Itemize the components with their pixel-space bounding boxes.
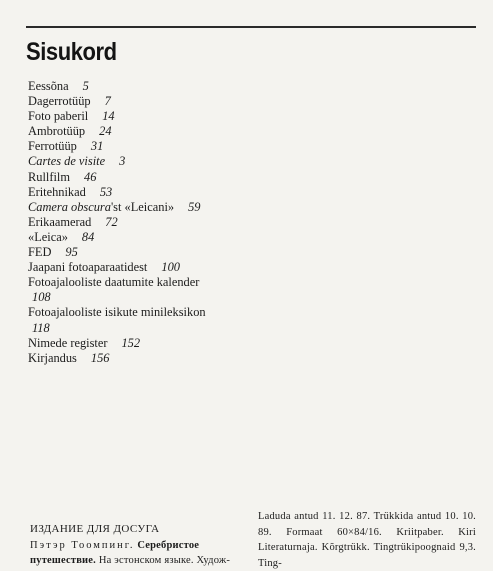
toc-entry bbox=[28, 154, 258, 169]
toc-entry-label: Jaapani fotoaparaatidest bbox=[28, 260, 148, 275]
toc-entry-label-italic: Camera obscura bbox=[28, 199, 111, 214]
colophon-russian bbox=[30, 522, 248, 569]
toc-entry-label: Kirjandus bbox=[28, 350, 77, 365]
toc-entry bbox=[28, 109, 258, 124]
toc-entry-label: Dagerrotüüp bbox=[28, 94, 91, 109]
toc-entry-page: 152 bbox=[121, 335, 141, 350]
toc-entry-label: Foto paberil bbox=[28, 109, 89, 124]
toc-entry-page: 53 bbox=[99, 184, 113, 199]
toc-entry bbox=[28, 200, 258, 215]
toc-entry bbox=[28, 94, 258, 109]
toc-entry bbox=[28, 215, 258, 230]
colophon-book-title: Серебристое путешествие. bbox=[30, 539, 200, 566]
toc-entry-label: Ambrotüüp bbox=[28, 124, 86, 139]
toc-entry-page: 14 bbox=[102, 109, 115, 124]
toc-entry-page: 72 bbox=[105, 214, 118, 229]
toc-entry bbox=[28, 170, 258, 185]
toc-entry-label: Nimede register bbox=[28, 335, 108, 350]
toc-entry-label: Eritehnikad bbox=[28, 184, 86, 199]
colophon-print-details: Laduda antud 11. 12. 87. Trükkida antud 10. 10. 89. Formaat 60×84/16. Kriitpaber. Kiri Literaturnaja. Kõrgtrükk. Tingtrükipoognaid 9,3. Ting- bbox=[258, 511, 476, 569]
toc-entry bbox=[28, 351, 258, 366]
toc-entry-page: 24 bbox=[99, 124, 112, 139]
toc-entry bbox=[28, 185, 258, 200]
toc-entry bbox=[28, 79, 258, 94]
toc-entry-page: 5 bbox=[82, 79, 89, 93]
toc-entry-page: 59 bbox=[188, 199, 201, 214]
toc-entry-page: 31 bbox=[90, 139, 104, 154]
toc-entry-page: 118 bbox=[32, 320, 50, 335]
toc-entry-label: Eessõna bbox=[28, 79, 69, 93]
toc-entry-label: FED bbox=[28, 245, 52, 260]
toc-entry-page: 108 bbox=[32, 290, 51, 305]
toc-entry-label: Fotoajalooliste isikute minileksikon bbox=[28, 305, 206, 320]
header-rule bbox=[26, 26, 476, 28]
toc-entry-page: 46 bbox=[84, 169, 97, 184]
toc-entry bbox=[28, 305, 258, 335]
toc-entry-label: «Leica» bbox=[28, 229, 68, 244]
toc-entry bbox=[28, 139, 258, 154]
toc-entry bbox=[28, 245, 258, 260]
toc-entry-page: 100 bbox=[161, 260, 180, 275]
page-title: Sisukord bbox=[26, 38, 117, 66]
toc-entry-label: Rullfilm bbox=[28, 169, 70, 184]
colophon-author: Пэтэр Тоомпинг. bbox=[30, 539, 135, 551]
toc-entry bbox=[28, 230, 258, 245]
toc-entry-label: Fotoajalooliste daatumite kalender bbox=[28, 275, 200, 290]
toc-entry-page: 156 bbox=[90, 350, 110, 365]
table-of-contents bbox=[28, 79, 258, 366]
toc-entry-page: 3 bbox=[119, 154, 126, 169]
toc-entry-label: 'st «Leicani» bbox=[110, 199, 175, 214]
toc-entry-page: 84 bbox=[81, 229, 95, 244]
toc-entry bbox=[28, 260, 258, 275]
toc-entry-label: Ferrotüüp bbox=[28, 139, 77, 154]
toc-entry-page: 7 bbox=[104, 94, 111, 109]
toc-entry bbox=[28, 275, 258, 305]
toc-entry bbox=[28, 336, 258, 351]
toc-entry bbox=[28, 124, 258, 139]
colophon-heading: ИЗДАНИЕ ДЛЯ ДОСУГА bbox=[30, 523, 160, 535]
toc-entry-page: 95 bbox=[65, 245, 78, 260]
toc-entry-label: Erikaamerad bbox=[28, 214, 92, 229]
toc-entry-label: Cartes de visite bbox=[28, 154, 106, 169]
colophon-details: На эстонском языке. Худож- bbox=[98, 555, 231, 566]
